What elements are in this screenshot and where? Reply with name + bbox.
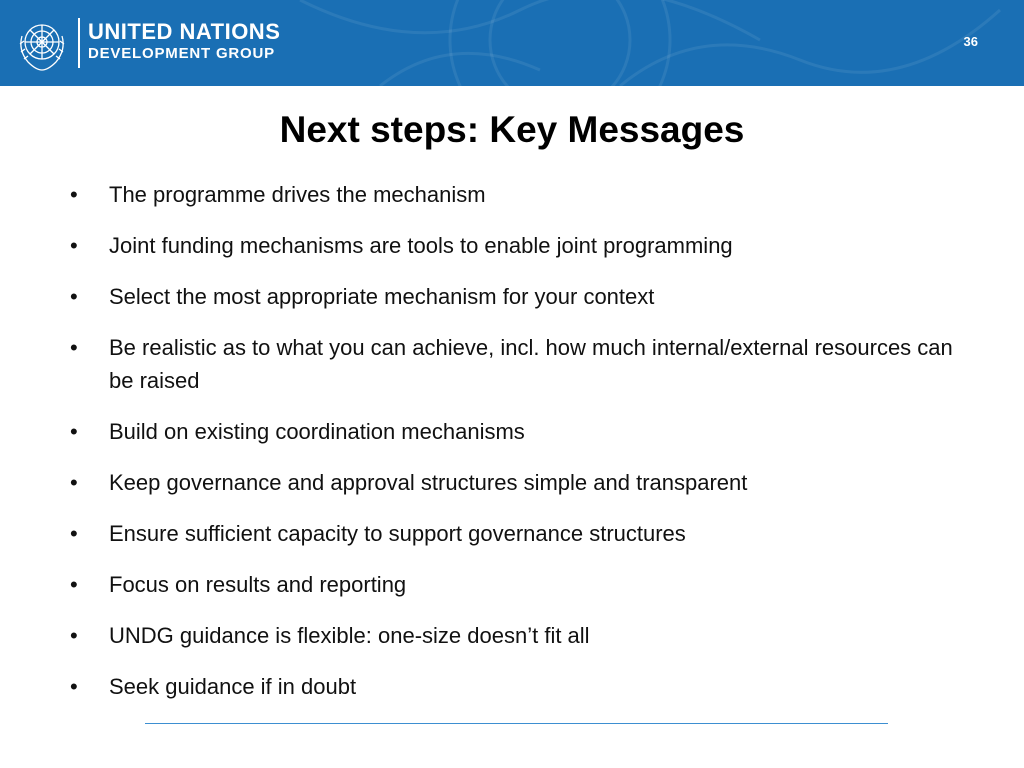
bullet-item [70,178,960,211]
bullet-text: Keep governance and approval structures simple and transparent [109,470,748,495]
bullet-marker: • [70,674,78,699]
bullet-list [70,178,960,721]
bullet-marker: • [70,521,78,546]
bullet-text: Focus on results and reporting [109,572,407,597]
bullet-item [70,466,960,499]
bullet-text: Ensure sufficient capacity to support governance structures [109,521,686,546]
logo-divider [78,18,80,68]
bullet-item [70,568,960,601]
slide-title: Next steps: Key Messages [279,109,745,150]
bullet-text: Joint funding mechanisms are tools to enable joint programming [109,233,733,258]
un-emblem-icon [12,14,72,74]
bullet-text: Be realistic as to what you can achieve, incl. how much internal/external resources can be raised [109,335,953,393]
bullet-text: Seek guidance if in doubt [109,674,357,699]
bullet-item [70,670,960,703]
org-name-line2: DEVELOPMENT GROUP [88,45,275,62]
bullet-item [70,415,960,448]
bullet-marker: • [70,623,78,648]
bullet-marker: • [70,284,78,309]
bullet-marker: • [70,182,78,207]
bullet-text: UNDG guidance is flexible: one-size doesn’t fit all [109,623,590,648]
bullet-marker: • [70,335,78,360]
bullet-marker: • [70,572,78,597]
bullet-text: The programme drives the mechanism [109,182,486,207]
footer-divider [145,723,888,724]
slide-number: 36 [963,34,978,49]
bullet-item [70,517,960,550]
slide-header [0,0,1024,86]
bullet-marker: • [70,233,78,258]
bullet-item [70,229,960,262]
bullet-item [70,280,960,313]
bullet-item [70,331,960,397]
bullet-marker: • [70,419,78,444]
bullet-text: Build on existing coordination mechanisms [109,419,525,444]
bullet-marker: • [70,470,78,495]
org-name-line1: UNITED NATIONS [88,19,281,44]
bullet-text: Select the most appropriate mechanism for your context [109,284,655,309]
bullet-item [70,619,960,652]
